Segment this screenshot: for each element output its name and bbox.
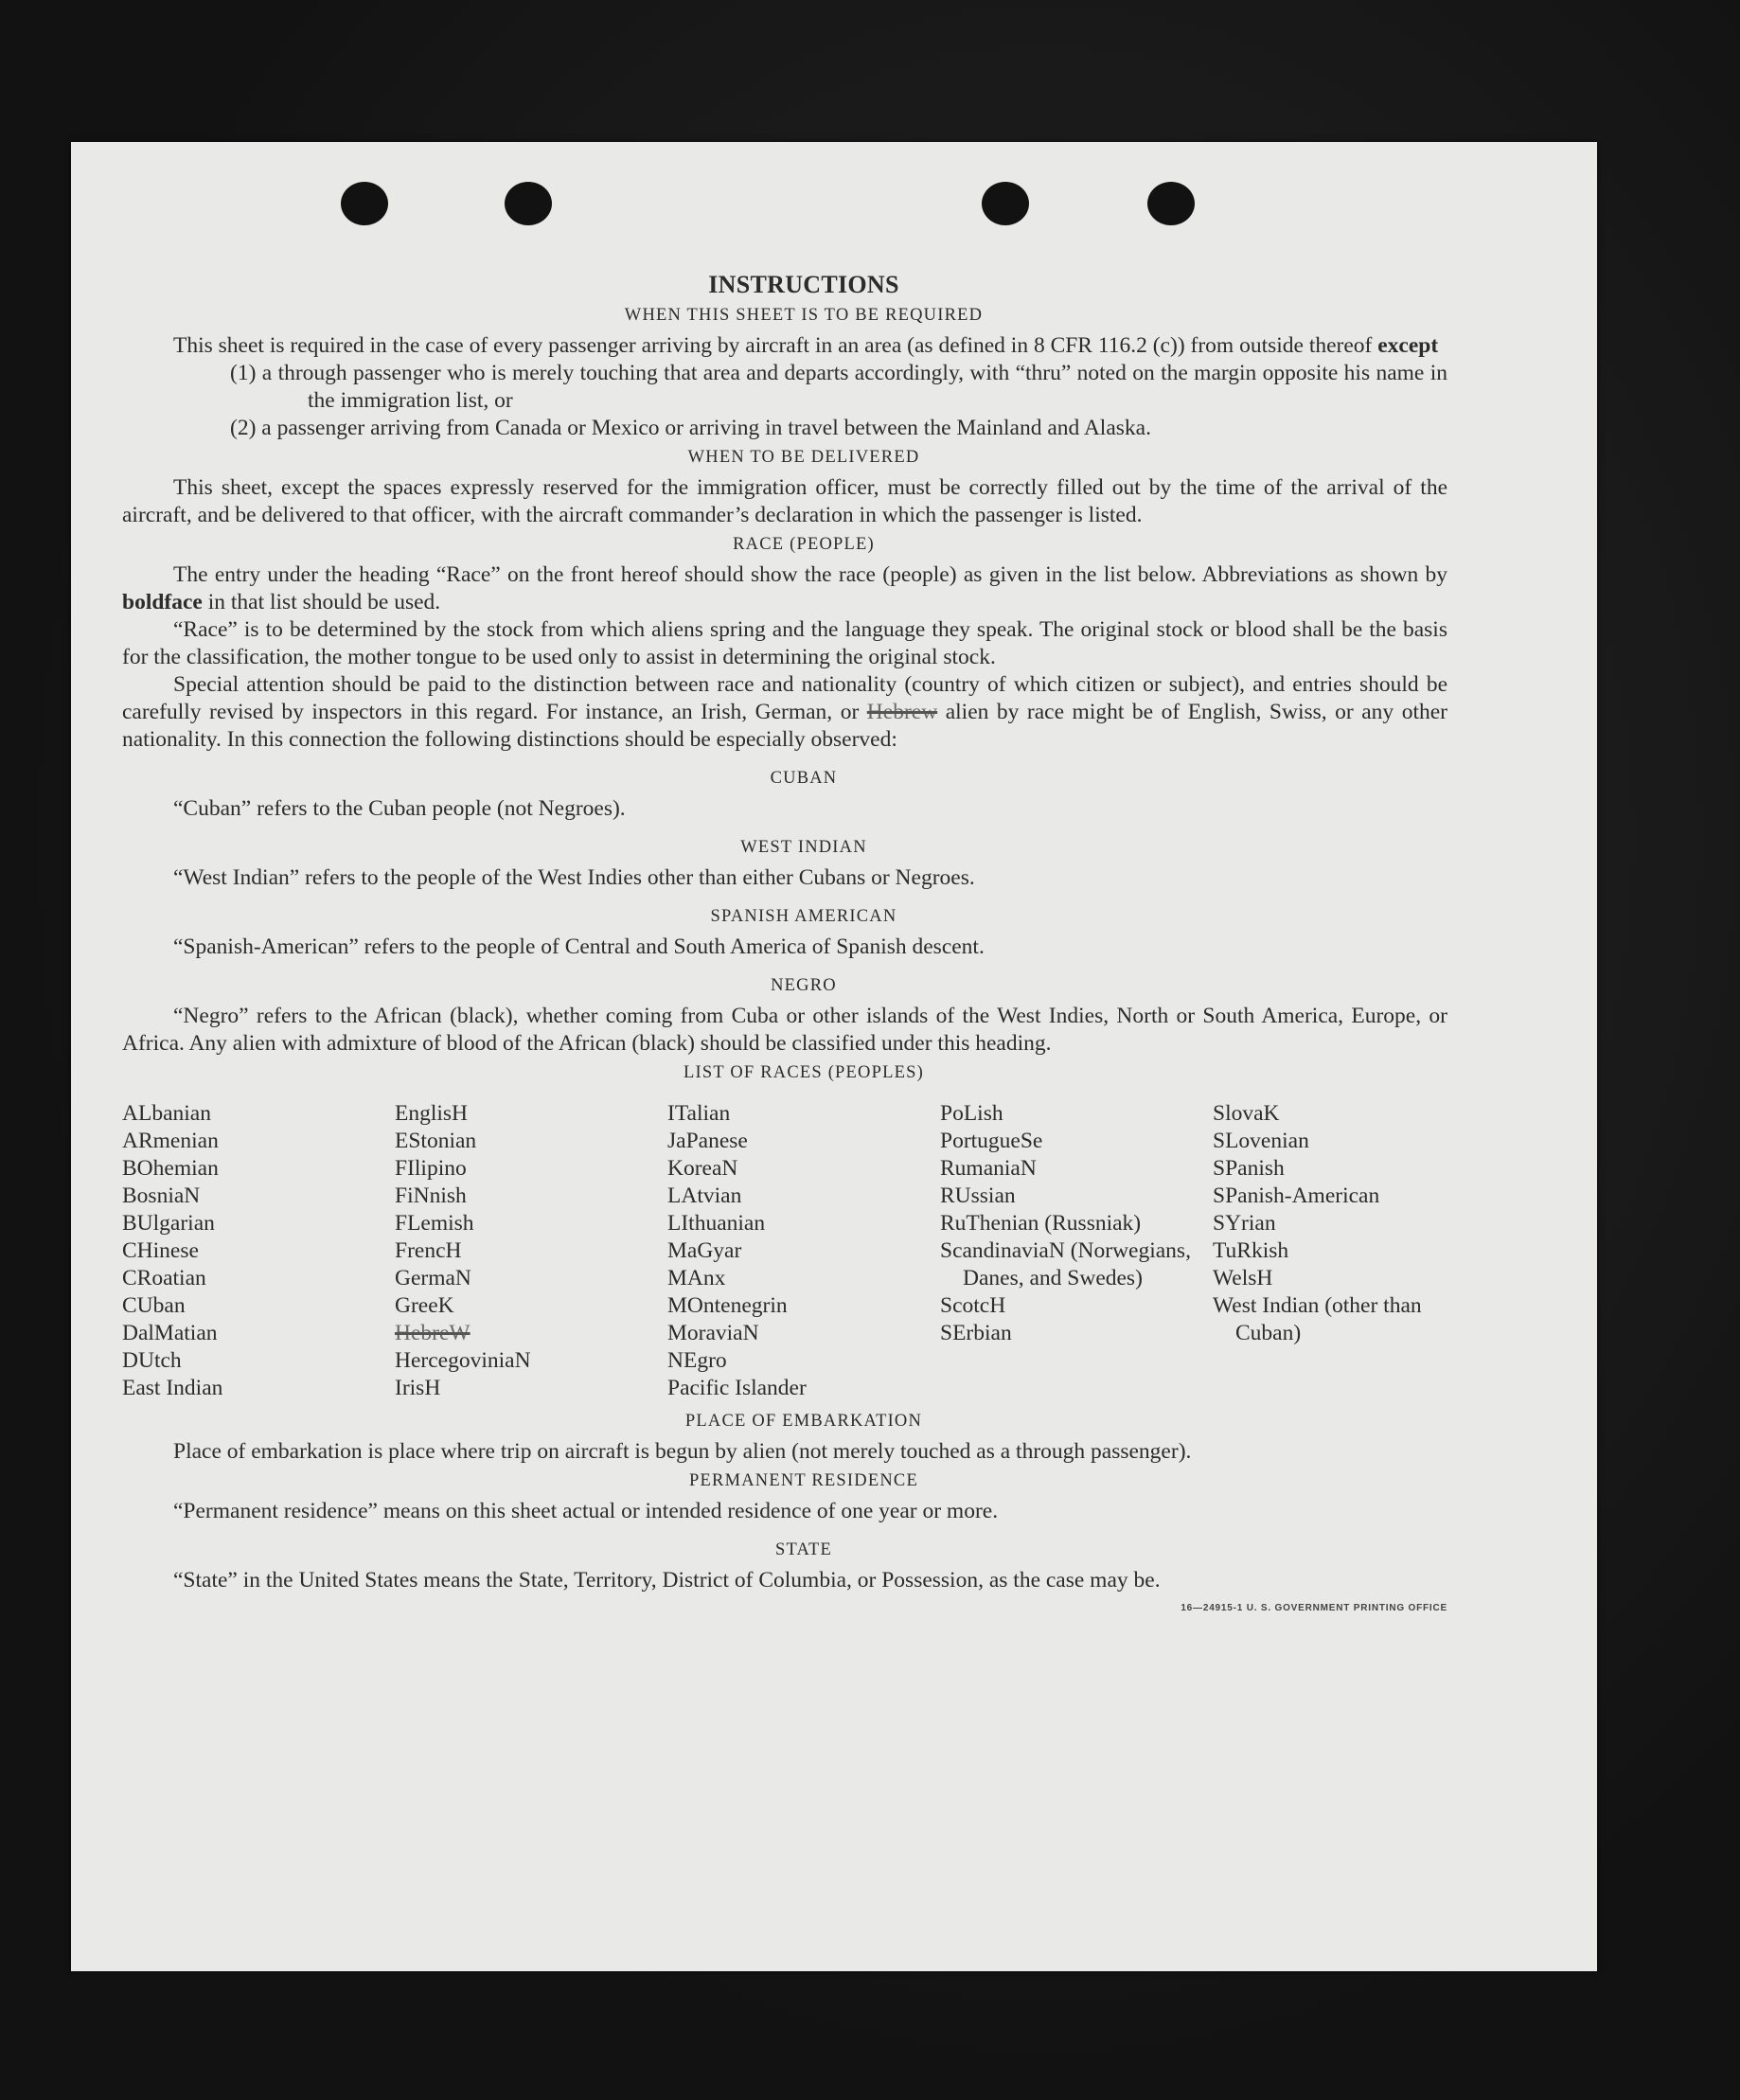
race-item: ScandinaviaN (Norwegians, Danes, and Swedes) [940, 1238, 1191, 1290]
race-item: SPanish [1213, 1156, 1285, 1181]
heading-west-indian: WEST INDIAN [740, 838, 867, 857]
paragraph-race-1: The entry under the heading “Race” on the front hereof should show the race (people) as given in the list below. Abbreviations as shown by boldface in that list should be used. [122, 562, 1447, 614]
race-item: TuRkish [1213, 1238, 1289, 1263]
race-column-3 [667, 1100, 940, 1402]
heading-embarkation: PLACE OF EMBARKATION [684, 1412, 923, 1431]
race-item: IrisH [395, 1376, 441, 1400]
heading-when-delivered: WHEN TO BE DELIVERED [687, 448, 920, 467]
paragraph-when-delivered: This sheet, except the spaces expressly reserved for the immigration officer, must be correctly filled out by the time of the arrival of the aircraft, and be delivered to that officer, with the aircraft commander’s declaration in which the passenger is listed. [122, 475, 1447, 527]
race-item: ARmenian [122, 1129, 219, 1153]
heading-list-of-races: LIST OF RACES (PEOPLES) [684, 1063, 924, 1082]
race-item: JaPanese [667, 1129, 748, 1153]
race-item-struck: HebreW [395, 1321, 471, 1345]
race-item: PortugueSe [940, 1129, 1043, 1153]
race-item: CRoatian [122, 1266, 206, 1290]
race-column-4 [940, 1100, 1213, 1402]
race-item: EnglisH [395, 1101, 469, 1126]
race-item: ScotcH [940, 1293, 1006, 1318]
race-item: SlovaK [1213, 1101, 1280, 1126]
race-item: BUlgarian [122, 1211, 215, 1236]
paragraph-west-indian: “West Indian” refers to the people of the West Indies other than either Cubans or Negroes. [173, 865, 975, 890]
race-item: RumaniaN [940, 1156, 1037, 1181]
race-item: MAnx [667, 1266, 726, 1290]
race-item: MoraviaN [667, 1321, 759, 1345]
race-item: RUssian [940, 1183, 1016, 1208]
race-item: FLemish [395, 1211, 474, 1236]
list-item-2: (2) a passenger arriving from Canada or Mexico or arriving in travel between the Mainland and Alaska. [230, 416, 1151, 440]
race-item: ITalian [667, 1101, 731, 1126]
list-item-1: (1) a through passenger who is merely touching that area and departs accordingly, with “thru” noted on the margin opposite his name in the immigration list, or [230, 361, 1447, 413]
printer-mark: 16—24915-1 U. S. GOVERNMENT PRINTING OFFICE [1181, 1603, 1447, 1613]
race-column-5 [1213, 1100, 1485, 1402]
race-item: BOhemian [122, 1156, 219, 1181]
paragraph-state: “State” in the United States means the State, Territory, District of Columbia, or Possession, as the case may be. [173, 1568, 1161, 1593]
page-title: INSTRUCTIONS [708, 271, 899, 298]
paragraph-spanish-american: “Spanish-American” refers to the people of Central and South America of Spanish descent. [173, 934, 985, 959]
race-item: ALbanian [122, 1101, 211, 1126]
race-list [122, 1100, 1447, 1402]
paragraph-embarkation: Place of embarkation is place where trip on aircraft is begun by alien (not merely touched as a through passenger). [173, 1439, 1192, 1464]
race-item: PoLish [940, 1101, 1003, 1126]
race-item: EStonian [395, 1129, 477, 1153]
race-item: CUban [122, 1293, 186, 1318]
race-item: West Indian (other than Cuban) [1213, 1293, 1422, 1345]
race-item: FrencH [395, 1238, 462, 1263]
paragraph-race-2: “Race” is to be determined by the stock from which aliens spring and the language they speak. The original stock or blood shall be the basis for the classification, the mother tongue to be used only to assist in determining the original stock. [122, 617, 1447, 669]
race-item: SPanish-American [1213, 1183, 1380, 1208]
heading-race: RACE (PEOPLE) [733, 535, 875, 554]
heading-cuban: CUBAN [770, 769, 838, 788]
heading-when-required: WHEN THIS SHEET IS TO BE REQUIRED [624, 306, 984, 325]
race-item: LIthuanian [667, 1211, 766, 1236]
race-item: FIlipino [395, 1156, 467, 1181]
race-item: WelsH [1213, 1266, 1273, 1290]
race-item: NEgro [667, 1348, 727, 1373]
paragraph-residence: “Permanent residence” means on this sheet actual or intended residence of one year or more. [173, 1499, 999, 1523]
heading-state: STATE [774, 1540, 833, 1559]
race-item: MaGyar [667, 1238, 742, 1263]
punch-hole [982, 182, 1029, 225]
race-item: CHinese [122, 1238, 199, 1263]
race-item: SErbian [940, 1321, 1012, 1345]
race-item: DalMatian [122, 1321, 218, 1345]
heading-spanish-american: SPANISH AMERICAN [710, 907, 897, 926]
race-item: GermaN [395, 1266, 471, 1290]
paragraph-negro: “Negro” refers to the African (black), whether coming from Cuba or other islands of the West Indies, North or South America, Europe, or Africa. Any alien with admixture of blood of the African (black) should be classified under this heading. [122, 1004, 1447, 1056]
paragraph-cuban: “Cuban” refers to the Cuban people (not Negroes). [173, 796, 626, 821]
paragraph-race-3: Special attention should be paid to the distinction between race and nationality (country of which citizen or subject), and entries should be carefully revised by inspectors in this regard. For instance, an Irish, German, or Hebrew alien by race might be of English, Swiss, or any other nationality. In this connection the following distinctions should be especially observed: [122, 672, 1447, 752]
race-item: FiNnish [395, 1183, 467, 1208]
race-column-1 [122, 1100, 395, 1402]
punch-hole [1147, 182, 1195, 225]
race-column-2 [395, 1100, 667, 1402]
sheet-content [122, 271, 1447, 1624]
race-item: Pacific Islander [667, 1376, 807, 1400]
instruction-sheet [71, 142, 1597, 1971]
race-item: GreeK [395, 1293, 454, 1318]
race-item: DUtch [122, 1348, 182, 1373]
heading-negro: NEGRO [771, 976, 837, 995]
race-item: HercegoviniaN [395, 1348, 531, 1373]
race-item: RuThenian (Russniak) [940, 1211, 1142, 1236]
heading-residence: PERMANENT RESIDENCE [689, 1471, 918, 1490]
race-item: BosniaN [122, 1183, 201, 1208]
punch-hole [505, 182, 552, 225]
footer [122, 1594, 1447, 1624]
punch-hole [341, 182, 388, 225]
race-item: SLovenian [1213, 1129, 1309, 1153]
race-item: SYrian [1213, 1211, 1276, 1236]
race-item: East Indian [122, 1376, 223, 1400]
race-item: KoreaN [667, 1156, 738, 1181]
paragraph-when-required: This sheet is required in the case of every passenger arriving by aircraft in an area (as defined in 8 CFR 116.2 (c)) from outside thereof except [173, 333, 1439, 358]
race-item: MOntenegrin [667, 1293, 788, 1318]
race-item: LAtvian [667, 1183, 742, 1208]
